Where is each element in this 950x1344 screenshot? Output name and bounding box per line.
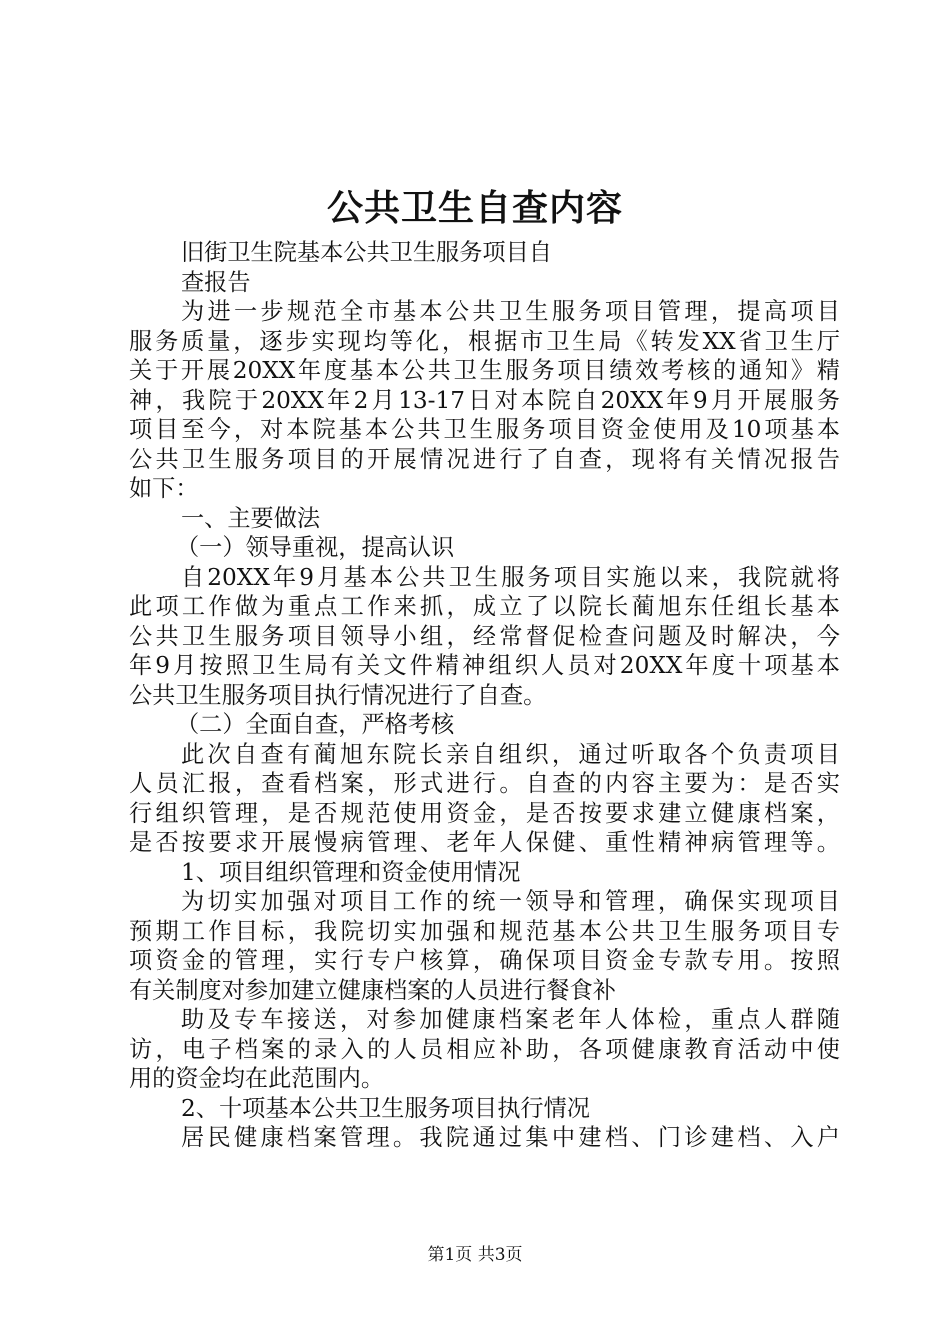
subsection-heading: （二）全面自查，严格考核 <box>176 711 455 738</box>
paragraph-line: 用的资金均在此范围内。 <box>129 1065 385 1092</box>
subtitle-line: 查报告 <box>181 268 251 296</box>
paragraph-line: 神，我院于20XX年2月13-17日对本院自20XX年9月开展服务 <box>129 386 840 414</box>
paragraph-line: 公共卫生服务项目的开展情况进行了自查，现将有关情况报告 <box>129 445 840 473</box>
paragraph-line: 预期工作目标，我院切实加强和规范基本公共卫生服务项目专 <box>129 917 840 945</box>
paragraph-line: 助及专车接送，对参加健康档案老年人体检，重点人群随 <box>181 1006 840 1033</box>
paragraph-line: 是否按要求开展慢病管理、老年人保健、重性精神病管理等。 <box>129 829 840 856</box>
paragraph-line: 居民健康档案管理。我院通过集中建档、门诊建档、入户 <box>181 1124 840 1151</box>
paragraph-line: 年9月按照卫生局有关文件精神组织人员对20XX年度十项基本 <box>129 652 840 679</box>
paragraph-line: 此项工作做为重点工作来抓，成立了以院长蔺旭东任组长基本 <box>129 593 840 620</box>
item-heading: 2、十项基本公共卫生服务项目执行情况 <box>181 1094 590 1122</box>
paragraph-line: 项资金的管理，实行专户核算，确保项目资金专款专用。按照 <box>129 947 840 974</box>
item-heading: 1、项目组织管理和资金使用情况 <box>181 858 521 886</box>
section-heading: 一、主要做法 <box>181 504 321 532</box>
paragraph-line: 此次自查有蔺旭东院长亲自组织，通过听取各个负责项目 <box>181 740 840 768</box>
paragraph-line: 访，电子档案的录入的人员相应补助，各项健康教育活动中使 <box>129 1035 840 1063</box>
subtitle-line: 旧街卫生院基本公共卫生服务项目自 <box>181 239 552 266</box>
paragraph-line: 公共卫生服务项目领导小组，经常督促检查问题及时解决，今 <box>129 622 840 650</box>
subsection-heading: （一）领导重视，提高认识 <box>176 534 455 561</box>
paragraph-line: 行组织管理，是否规范使用资金，是否按要求建立健康档案， <box>129 799 840 827</box>
paragraph-line: 关于开展20XX年度基本公共卫生服务项目绩效考核的通知》精 <box>129 357 840 384</box>
paragraph-line: 服务质量，逐步实现均等化，根据市卫生局《转发XX省卫生厅 <box>129 327 840 355</box>
page-footer: 第1页 共3页 <box>427 1245 523 1265</box>
paragraph-line: 如下： <box>129 475 199 502</box>
document-body <box>129 238 840 1153</box>
paragraph-line: 人员汇报，查看档案，形式进行。自查的内容主要为：是否实 <box>129 770 840 797</box>
document-title: 公共卫生自查内容 <box>326 187 623 229</box>
paragraph-line: 自20XX年9月基本公共卫生服务项目实施以来，我院就将 <box>181 563 840 591</box>
paragraph-line: 有关制度对参加建立健康档案的人员进行餐食补 <box>129 976 616 1004</box>
paragraph-line: 为进一步规范全市基本公共卫生服务项目管理，提高项目 <box>181 298 840 325</box>
paragraph-line: 公共卫生服务项目执行情况进行了自查。 <box>129 681 547 709</box>
paragraph-line: 项目至今，对本院基本公共卫生服务项目资金使用及10项基本 <box>129 416 840 443</box>
paragraph-line: 为切实加强对项目工作的统一领导和管理，确保实现项目 <box>181 888 840 915</box>
